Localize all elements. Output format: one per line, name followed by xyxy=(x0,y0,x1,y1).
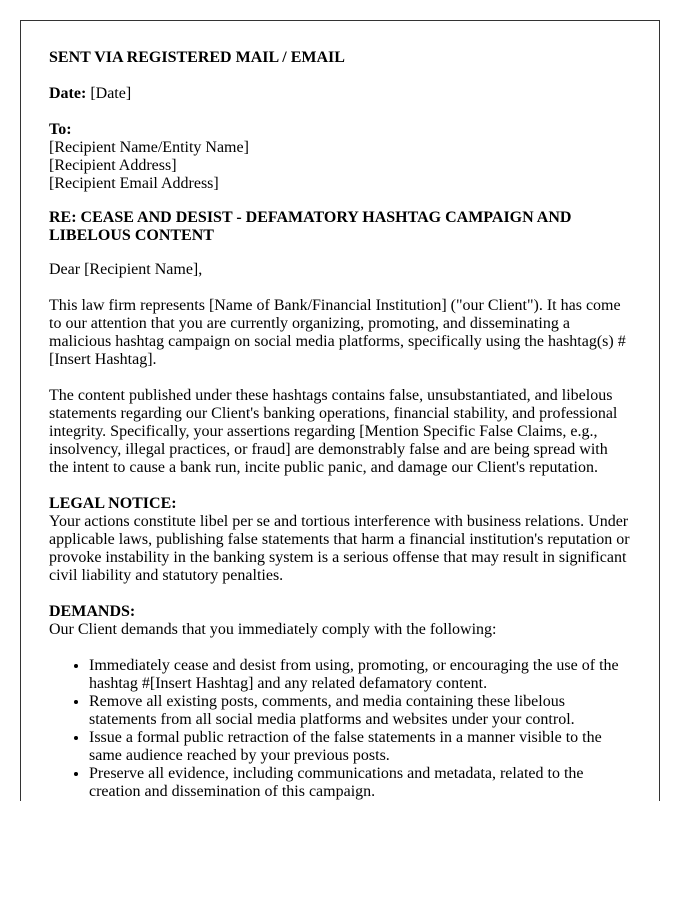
demand-item: • Immediately cease and desist from using, promoting, or encouraging the use of the hashtag #[Insert Hashtag] and any related defamatory content. xyxy=(89,657,631,693)
recipient-address: [Recipient Address] xyxy=(49,157,177,174)
legal-notice-section xyxy=(49,495,631,585)
demands-list xyxy=(49,657,631,801)
demand-item: • Preserve all evidence, including communications and metadata, related to the creation and dissemination of this campaign. xyxy=(89,765,631,801)
date-line xyxy=(49,85,631,103)
demands-intro: Our Client demands that you immediately comply with the following: xyxy=(49,621,497,638)
demand-item: • Issue a formal public retraction of the false statements in a manner visible to the same audience reached by your previous posts. xyxy=(89,729,631,765)
date-value: [Date] xyxy=(90,85,132,102)
recipient-name: [Recipient Name/Entity Name] xyxy=(49,139,249,156)
demands-section xyxy=(49,603,631,801)
demands-heading: DEMANDS: xyxy=(49,603,136,620)
subject-line: RE: CEASE AND DESIST - DEFAMATORY HASHTAG CAMPAIGN AND LIBELOUS CONTENT xyxy=(49,209,572,244)
to-label: To: xyxy=(49,121,72,138)
date-label: Date: xyxy=(49,85,87,102)
intro-paragraph: This law firm represents [Name of Bank/Financial Institution] ("our Client"). It has come to our attention that you are currently organizing, promoting, and disseminating a malicious hashtag campaign on social media platforms, specifically using the hashtag(s) #[Insert Hashtag]. xyxy=(49,297,626,368)
salutation: Dear [Recipient Name], xyxy=(49,261,203,278)
recipient-block xyxy=(49,121,631,193)
cease-and-desist-letter xyxy=(20,20,660,801)
delivery-method-heading: SENT VIA REGISTERED MAIL / EMAIL xyxy=(49,49,345,66)
legal-notice-body: Your actions constitute libel per se and tortious interference with business relations. Under applicable laws, publishing false statements that harm a financial institution's reputation or provoke instability in the banking system is a serious offense that may result in significant civil liability and statutory penalties. xyxy=(49,513,630,584)
recipient-email: [Recipient Email Address] xyxy=(49,175,219,192)
legal-notice-heading: LEGAL NOTICE: xyxy=(49,495,177,512)
demand-item: • Remove all existing posts, comments, and media containing these libelous statements from all social media platforms and websites under your control. xyxy=(89,693,631,729)
false-claims-paragraph: The content published under these hashtags contains false, unsubstantiated, and libelous statements regarding our Client's banking operations, financial stability, and professional integrity. Specifically, your assertions regarding [Mention Specific False Claims, e.g., insolvency, illegal practices, or fraud] are demonstrably false and are being spread with the intent to cause a bank run, incite public panic, and damage our Client's reputation. xyxy=(49,387,618,476)
